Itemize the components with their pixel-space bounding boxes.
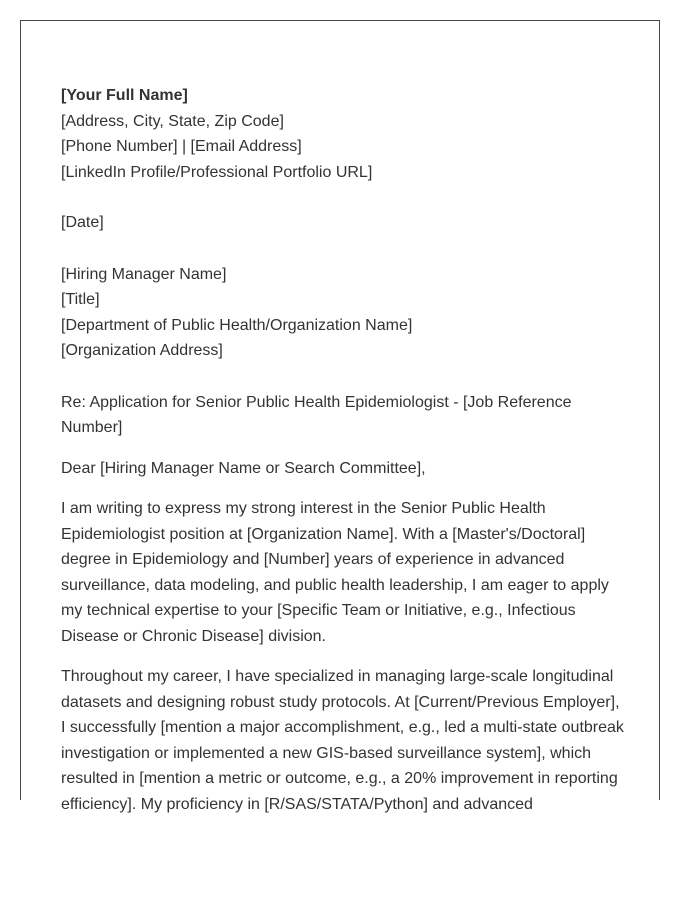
recipient-block	[61, 262, 627, 364]
letter-page	[20, 20, 660, 813]
recipient-address: [Organization Address]	[61, 342, 223, 359]
subject-line: Re: Application for Senior Public Health Epidemiologist - [Job Reference Number]	[61, 393, 572, 436]
letter-date: [Date]	[61, 214, 104, 231]
sender-contact: [Phone Number] | [Email Address]	[61, 138, 302, 155]
letter-content	[61, 83, 627, 832]
body-paragraph-1: I am writing to express my strong interest in the Senior Public Health Epidemiologist position at [Organization Name]. With a [Master's/Doctoral] degree in Epidemiology and [Number] years of experience in advanced surveillance, data modeling, and public health leadership, I am eager to apply my technical expertise to your [Specific Team or Initiative, e.g., Infectious Disease or Chronic Disease] division.	[61, 500, 609, 645]
sender-profile: [LinkedIn Profile/Professional Portfolio URL]	[61, 163, 373, 181]
body-paragraph-2: Throughout my career, I have specialized in managing large-scale longitudinal datasets and designing robust study protocols. At [Current/Previous Employer], I successfully [mention a major accomplishment, e.g., led a multi-state outbreak investigation or implemented a new GIS-based surveillance system], which resulted in [mention a metric or outcome, e.g., a 20% improvement in reporting efficiency]. My proficiency in [R/SAS/STATA/Python] and advanced	[61, 668, 624, 813]
sender-block	[61, 83, 627, 185]
recipient-title: [Title]	[61, 291, 100, 308]
recipient-organization: [Department of Public Health/Organization Name]	[61, 316, 413, 334]
recipient-name: [Hiring Manager Name]	[61, 265, 227, 283]
salutation: Dear [Hiring Manager Name or Search Committee],	[61, 459, 426, 477]
sender-name: [Your Full Name]	[61, 87, 188, 104]
sender-address: [Address, City, State, Zip Code]	[61, 112, 284, 130]
